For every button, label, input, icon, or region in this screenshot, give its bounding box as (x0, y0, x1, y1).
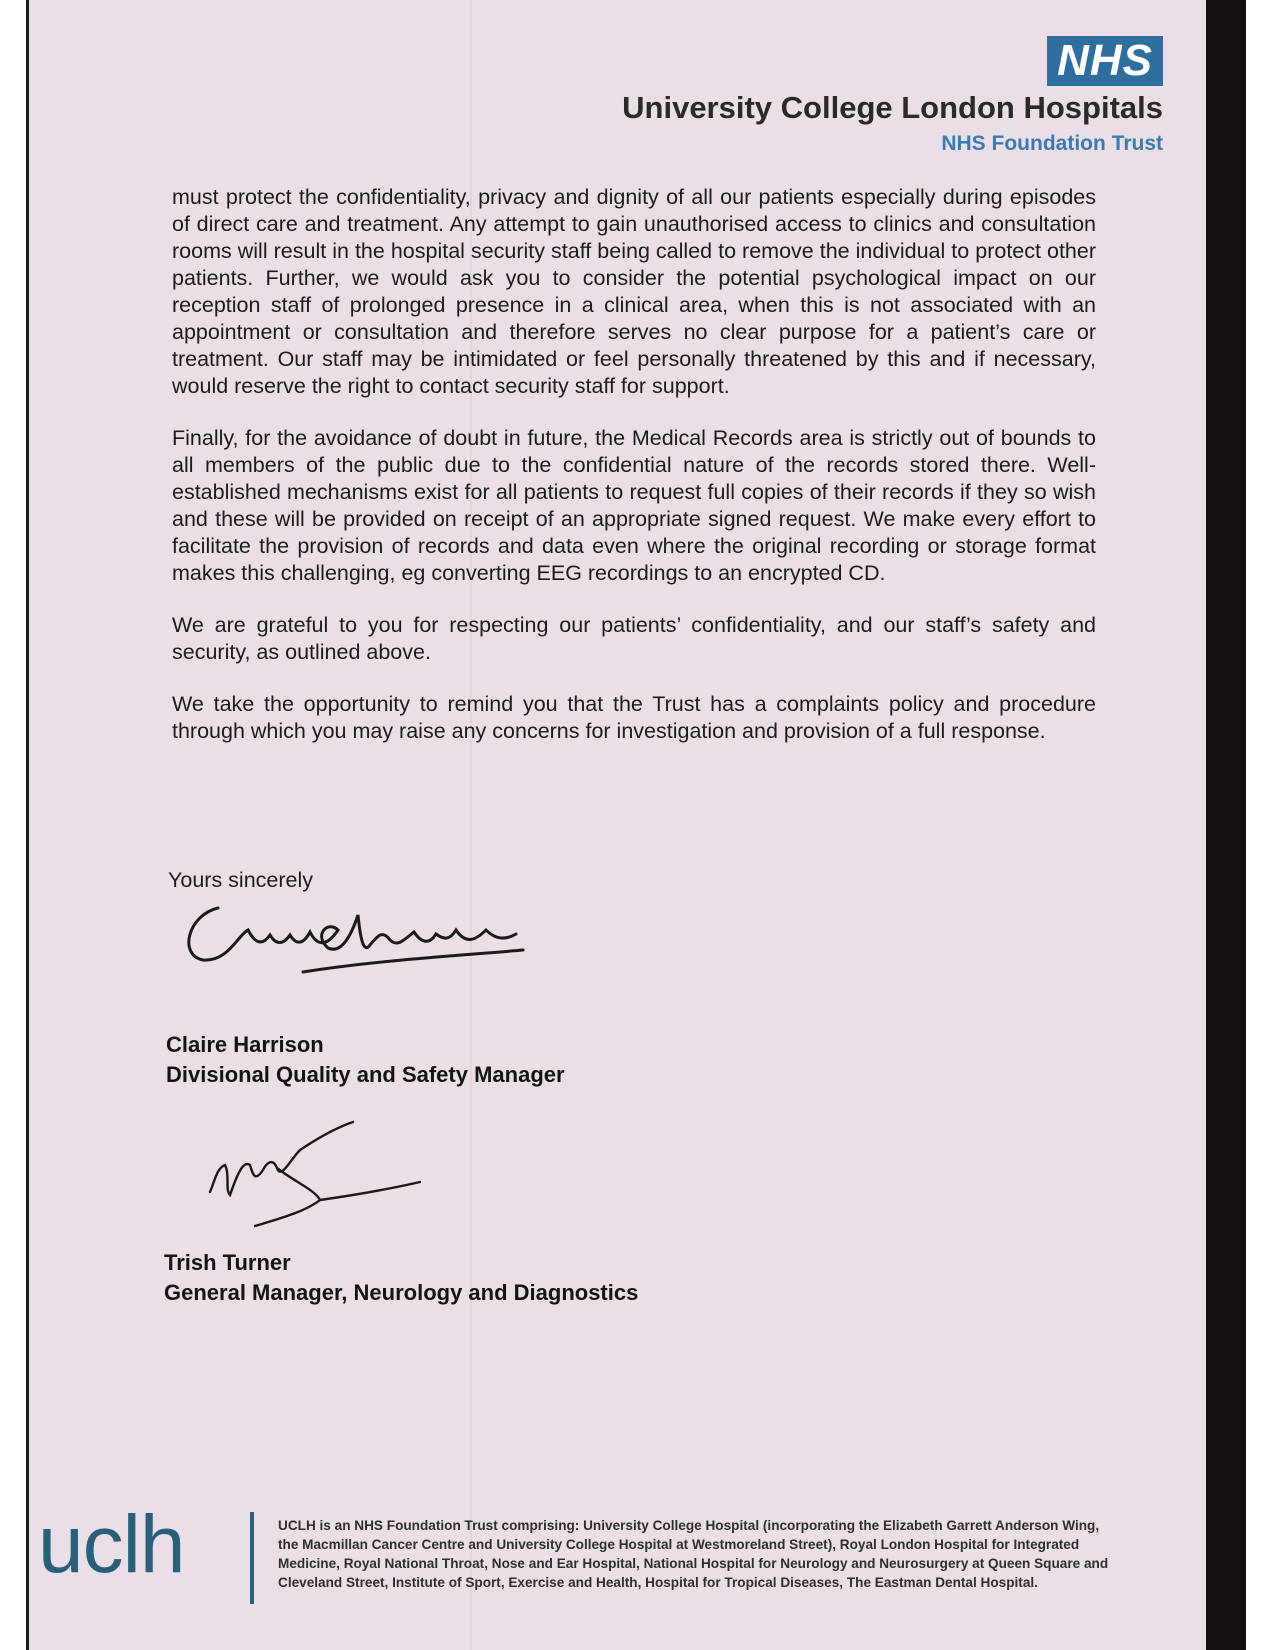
signature-claire-harrison (178, 900, 548, 1000)
letterhead (622, 36, 1163, 156)
organisation-name: University College London Hospitals (622, 90, 1163, 125)
signatory-1 (166, 1030, 565, 1090)
paragraph: We are grateful to you for respecting our patients’ confidentiality, and our staff’s safety and security, as outlined above. (172, 613, 1096, 664)
signatory-2 (164, 1248, 638, 1308)
closing-salutation: Yours sincerely (168, 868, 313, 892)
footer-divider (250, 1512, 254, 1604)
signatory-title: Divisional Quality and Safety Manager (166, 1062, 565, 1087)
letter-body (172, 184, 1096, 770)
paragraph: must protect the confidentiality, privacy and dignity of all our patients especially during episodes of direct care and treatment. Any attempt to gain unauthorised access to clinics and consultation rooms will result in the hospital security staff being called to remove the individual to protect other patients. Further, we would ask you to consider the potential psychological impact on our reception staff of prolonged presence in a clinical area, when this is not associated with an appointment or consultation and therefore serves no clear purpose for a patient’s care or treatment. Our staff may be intimidated or feel personally threatened by this and if necessary, would reserve the right to contact security staff for support. (172, 185, 1096, 398)
paragraph: Finally, for the avoidance of doubt in future, the Medical Records area is strictly out of bounds to all members of the public due to the confidential nature of the records stored there. Well-established mechanisms exist for all patients to request full copies of their records if they so wish and these will be provided on receipt of an appropriate signed request. We make every effort to facilitate the provision of records and data even where the original recording or storage format makes this challenging, eg converting EEG recordings to an encrypted CD. (172, 426, 1096, 585)
uclh-logo: uclh (38, 1499, 185, 1590)
signatory-name: Trish Turner (164, 1250, 291, 1275)
signatory-name: Claire Harrison (166, 1032, 324, 1057)
scanner-dark-edge (1206, 0, 1246, 1650)
paper-left-edge (26, 0, 29, 1650)
nhs-logo: NHS (1047, 36, 1163, 86)
signature-trish-turner (205, 1120, 435, 1230)
paragraph: We take the opportunity to remind you that the Trust has a complaints policy and procedure through which you may raise any concerns for investigation and provision of a full response. (172, 692, 1096, 743)
signatory-title: General Manager, Neurology and Diagnostics (164, 1280, 639, 1305)
organisation-subtitle: NHS Foundation Trust (941, 132, 1163, 155)
footer-trust-description: UCLH is an NHS Foundation Trust comprising: University College Hospital (incorporating the Elizabeth Garrett Anderson Wing, the Macmillan Cancer Centre and University College Hospital at Westmoreland Street), Royal London Hospital for Integrated Medicine, Royal National Throat, Nose and Ear Hospital, National Hospital for Neurology and Neurosurgery at Queen Square and Cleveland Street, Institute of Sport, Exercise and Health, Hospital for Tropical Diseases, The Eastman Dental Hospital. (278, 1518, 1109, 1590)
